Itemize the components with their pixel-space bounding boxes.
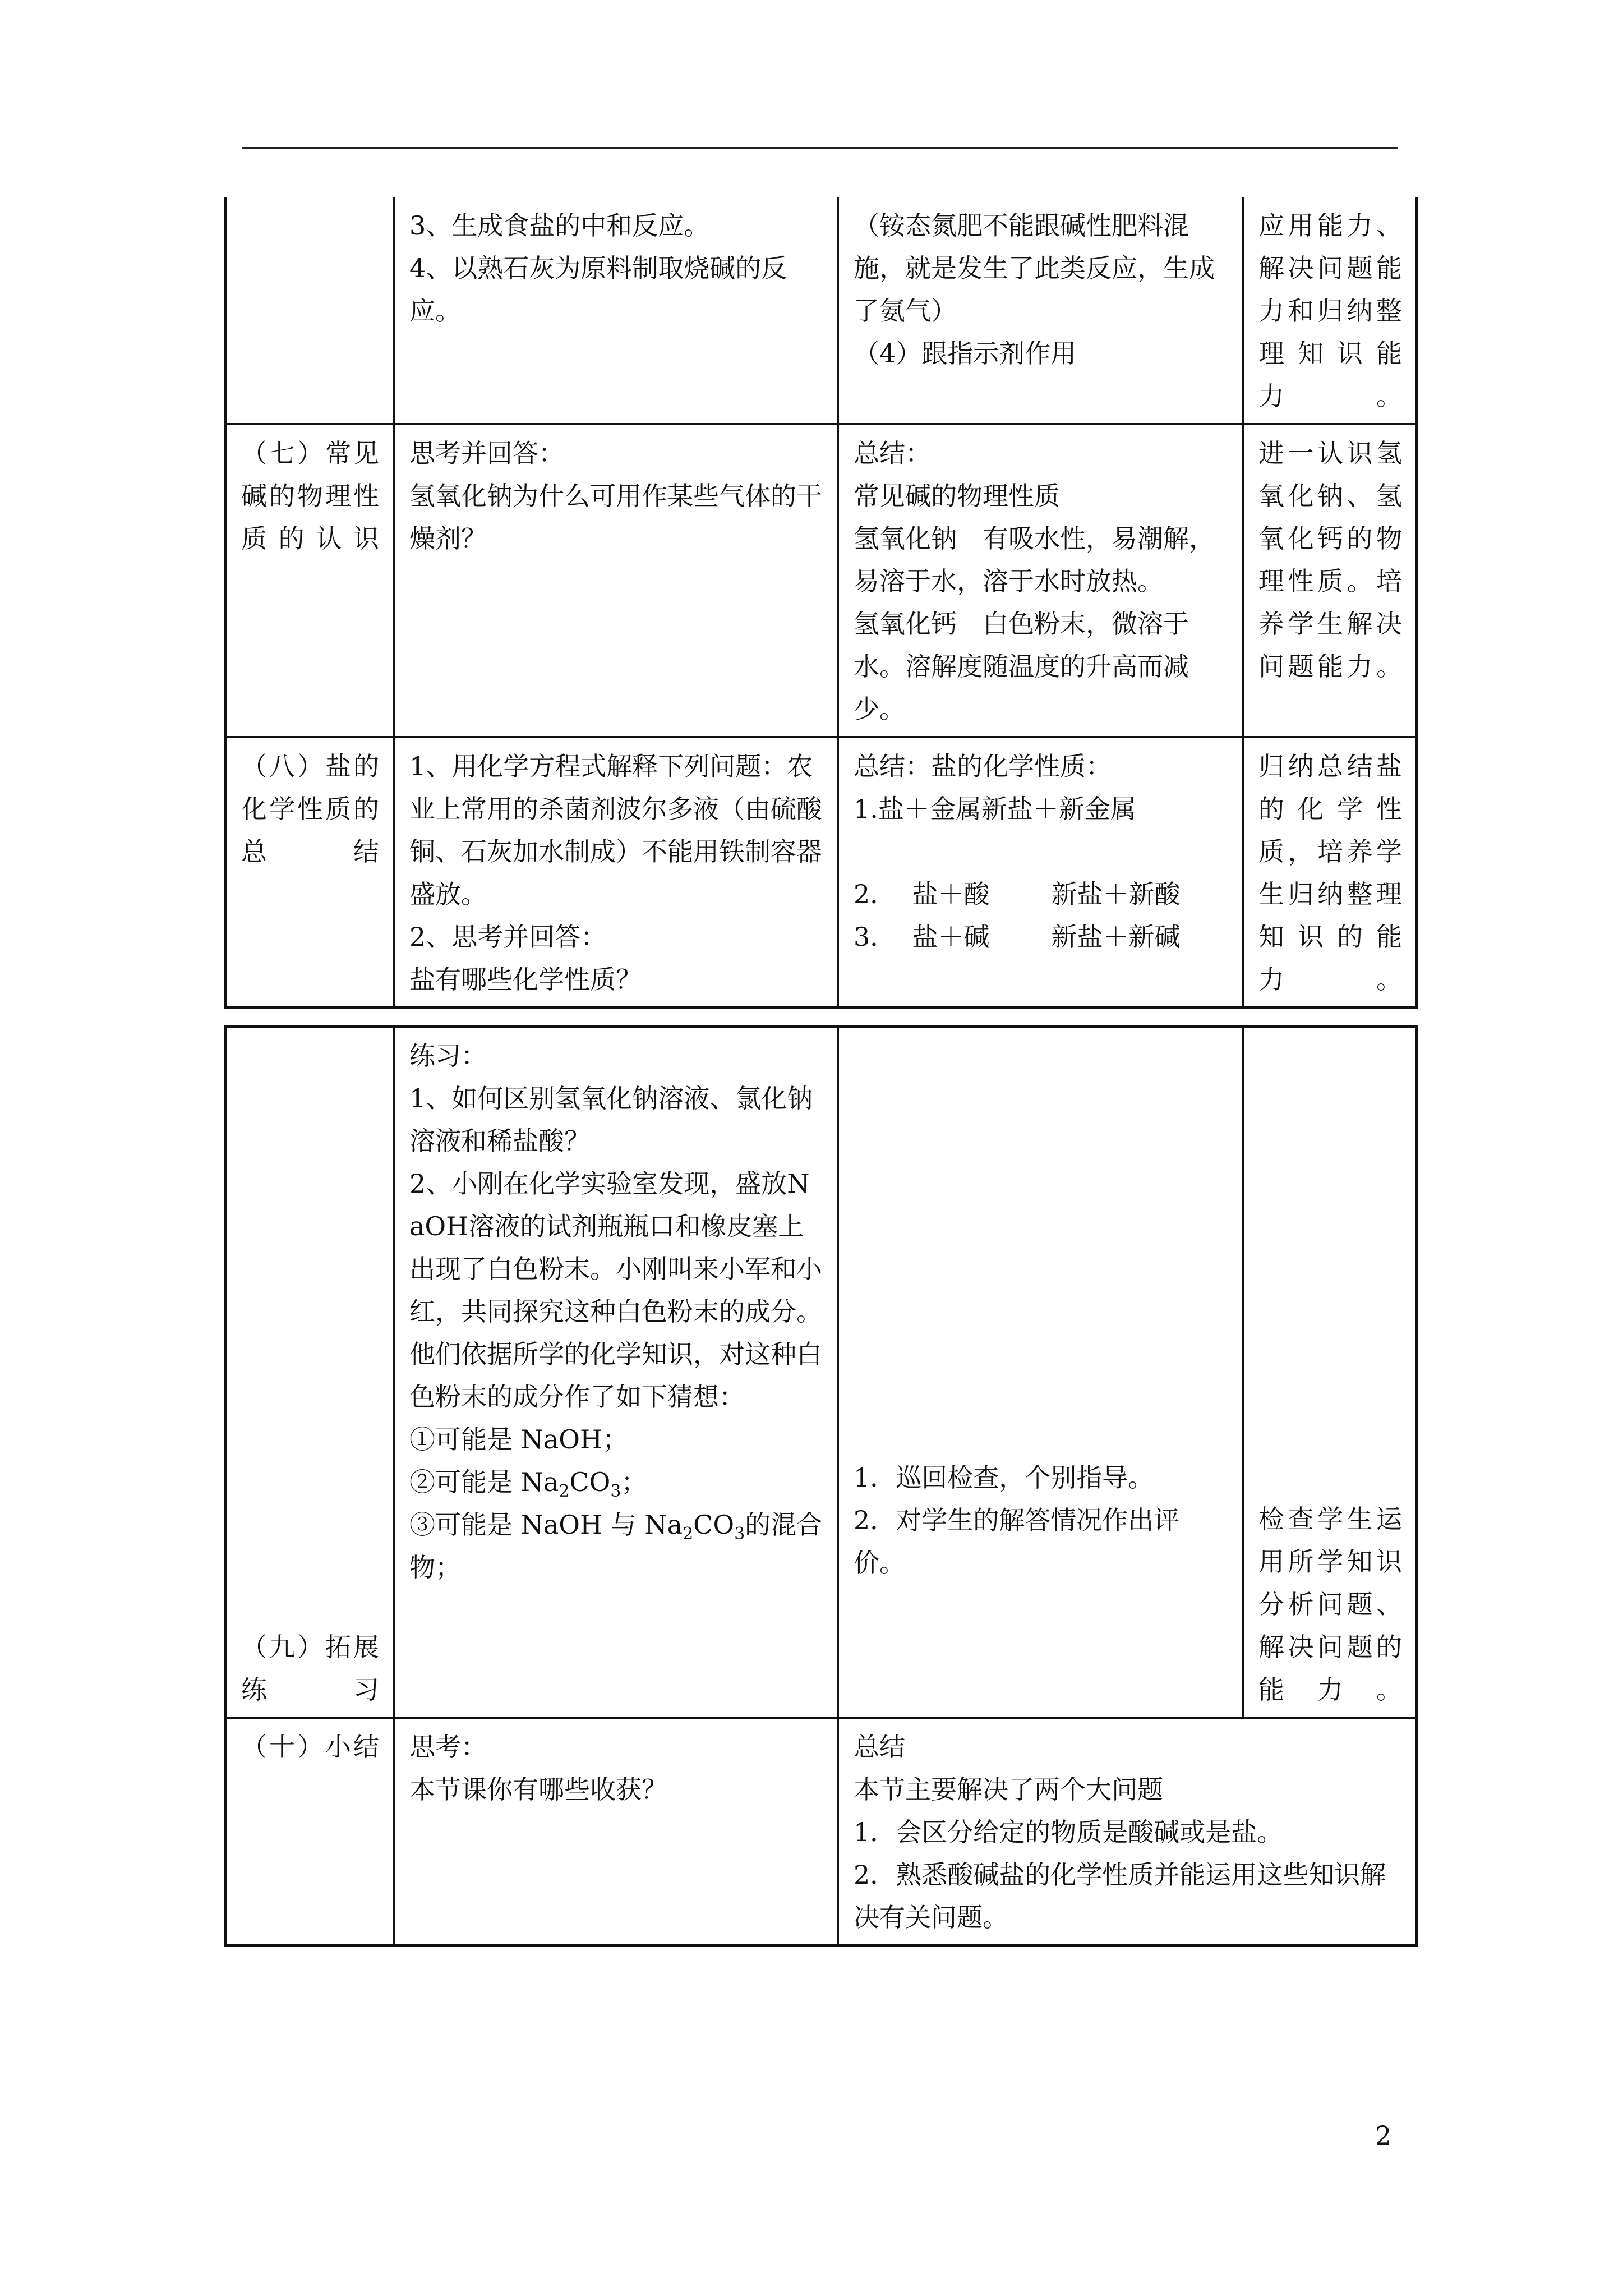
stage-cell: （九）拓展练习 bbox=[225, 1027, 394, 1718]
teacher-activity-cell: （铵态氮肥不能跟碱性肥料混施，就是发生了此类反应，生成了氨气） （4）跟指示剂作用 bbox=[838, 197, 1243, 424]
guess-2: ②可能是 $Na_2CO_3$； bbox=[409, 1467, 647, 1502]
design-intent-cell: 进一认识氢氧化钠、氢氧化钙的物理性质。培养学生解决问题能力。 bbox=[1243, 424, 1417, 737]
student-activity-cell: 思考并回答： 氢氧化钠为什么可用作某些气体的干燥剂？ bbox=[394, 424, 838, 737]
design-intent-cell: 归纳总结盐的化学性质，培养学生归纳整理知识的能力。 bbox=[1243, 737, 1417, 1007]
student-activity-cell: 练习： 1、如何区别氢氧化钠溶液、氯化钠溶液和稀盐酸？ 2、小刚在化学实验室发现，盛放NaOH溶液的试剂瓶瓶口和橡皮塞上出现了白色粉末。小刚叫来小军和小红，共同探究这种白色粉末的成分。 他们依据所学的化学知识，对这种白色粉末的成分作了如下猜想： ①可能是 NaOH； ②可能是 $Na_2CO_3$； ③可能是 NaOH 与 $Na_2CO_3$的混合物； bbox=[394, 1027, 838, 1718]
header-rule bbox=[242, 147, 1398, 149]
table-row bbox=[225, 1027, 1417, 1718]
teacher-activity-cell: 1．巡回检查，个别指导。 2．对学生的解答情况作出评价。 bbox=[838, 1027, 1243, 1718]
table-row bbox=[225, 737, 1417, 1007]
lesson-table-2 bbox=[224, 1025, 1418, 1947]
salt-rule-2: 2． 盐＋酸 新盐＋新酸 bbox=[854, 879, 1181, 909]
stage-cell: （八）盐的化学性质的总结 bbox=[225, 737, 394, 1007]
design-intent-cell: 应用能力、解决问题能力和归纳整理知识能力。 bbox=[1243, 197, 1417, 424]
salt-rule-1: 1.盐＋金属新盐＋新金属 bbox=[854, 794, 1136, 824]
page-number: 2 bbox=[1375, 2120, 1392, 2151]
student-activity-cell: 思考： 本节课你有哪些收获？ bbox=[394, 1718, 838, 1945]
student-activity-cell: 3、生成食盐的中和反应。 4、以熟石灰为原料制取烧碱的反应。 bbox=[394, 197, 838, 424]
table-row bbox=[225, 197, 1417, 424]
teacher-summary-cell: 总结 本节主要解决了两个大问题 1．会区分给定的物质是酸碱或是盐。 2．熟悉酸碱盐的化学性质并能运用这些知识解决有关问题。 bbox=[838, 1718, 1417, 1945]
teacher-activity-cell: 总结： 常见碱的物理性质 氢氧化钠 有吸水性，易潮解，易溶于水，溶于水时放热。 氢氧化钙 白色粉末，微溶于水。溶解度随温度的升高而减少。 bbox=[838, 424, 1243, 737]
stage-cell: （十）小结 bbox=[225, 1718, 394, 1945]
table-row bbox=[225, 1718, 1417, 1945]
guess-3: ③可能是 NaOH 与 $Na_2CO_3$的混合物； bbox=[409, 1510, 823, 1582]
lesson-table-1 bbox=[224, 197, 1418, 1009]
stage-cell bbox=[225, 197, 394, 424]
design-intent-cell: 检查学生运用所学知识分析问题、解决问题的能力。 bbox=[1243, 1027, 1417, 1718]
table-row bbox=[225, 424, 1417, 737]
salt-rule-3: 3． 盐＋碱 新盐＋新碱 bbox=[854, 922, 1181, 952]
student-activity-cell: 1、用化学方程式解释下列问题：农业上常用的杀菌剂波尔多液（由硫酸铜、石灰加水制成）不能用铁制容器盛放。 2、思考并回答： 盐有哪些化学性质？ bbox=[394, 737, 838, 1007]
teacher-activity-cell: 总结：盐的化学性质： 1.盐＋金属新盐＋新金属 2． 盐＋酸 新盐＋新酸 3． 盐＋碱 新盐＋新碱 bbox=[838, 737, 1243, 1007]
stage-cell: （七）常见碱的物理性质的认识 bbox=[225, 424, 394, 737]
